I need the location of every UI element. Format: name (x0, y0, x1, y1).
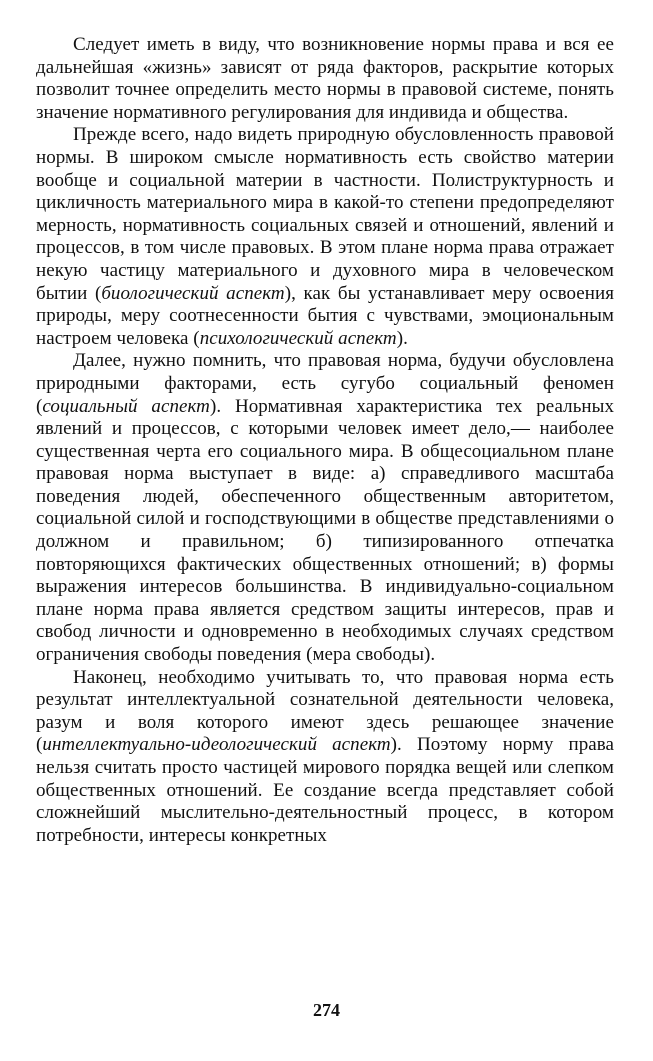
paragraph-4-text-b: ). Поэтому норму права нельзя считать просто частицей мирового порядка вещей или слепком общественных отношений. Ее создание всегда представляет собой сложнейший мыслительно-деятельностный процесс, в котором потребности, интересы конкретных (36, 734, 614, 846)
paragraph-2-italic-term-b: психологический аспект (199, 327, 397, 349)
paragraph-2-text-b: ), как бы устанавливает меру освоения природы, меру соотнесенности бытия с чувствами, эмоциональным настроем человека ( (36, 282, 614, 349)
paragraph-3 (36, 350, 614, 666)
paragraph-2-italic-term-a: биологический аспект (101, 282, 285, 304)
paragraph-1-text: Следует иметь в виду, что возникновение нормы права и вся ее дальнейшая «жизнь» зависят от ряда факторов, раскрытие которых позволит точнее определить место нормы в правовой системе, понять значение нормативного регулирования для индивида и общества. (36, 34, 614, 123)
paragraph-2-text-c: ). (396, 327, 408, 349)
paragraph-2 (36, 124, 614, 350)
paragraph-4 (36, 667, 614, 848)
paragraph-1 (36, 34, 614, 124)
paragraph-3-text-a: Далее, нужно помнить, что правовая норма, будучи обусловлена природными факторами, есть сугубо социальный феномен ( (36, 350, 614, 417)
paragraph-3-italic-term: социальный аспект (42, 395, 210, 417)
page-number: 274 (313, 1000, 340, 1020)
paragraph-2-text-a: Прежде всего, надо видеть природную обусловленность правовой нормы. В широком смысле нормативность есть свойство материи вообще и социальной материи в частности. Полиструктурность и цикличность материального мира в какой-то степени предопределяют мерность, нормативность социальных связей и отношений, явлений и процессов, в том числе правовых. В этом плане норма права отражает некую частицу материального и духовного мира в человеческом бытии ( (36, 124, 614, 304)
page-body (36, 34, 614, 847)
paragraph-4-text-a: Наконец, необходимо учитывать то, что правовая норма есть результат интеллектуальной сознательной деятельности человека, разум и воля которого имеют здесь решающее значение ( (36, 666, 614, 756)
paragraph-3-text-b: ). Нормативная характеристика тех реальных явлений и процессов, с которыми человек имеет дело,— наиболее существенная черта его социального мира. В общесоциальном плане правовая норма выступает в виде: а) справедливого масштаба поведения людей, обеспеченного общественным авторитетом, социальной силой и господствующими в обществе представлениями о должном и правильном; б) типизированного отпечатка повторяющихся фактических общественных отношений; в) формы выражения интересов большинства. В индивидуально-социальном плане норма права является средством защиты интересов, прав и свобод личности и одновременно в необходимых случаях средством ограничения свободы поведения (мера свободы). (36, 395, 614, 666)
paragraph-4-italic-term: интеллектуально-идеологический аспект (42, 734, 391, 756)
